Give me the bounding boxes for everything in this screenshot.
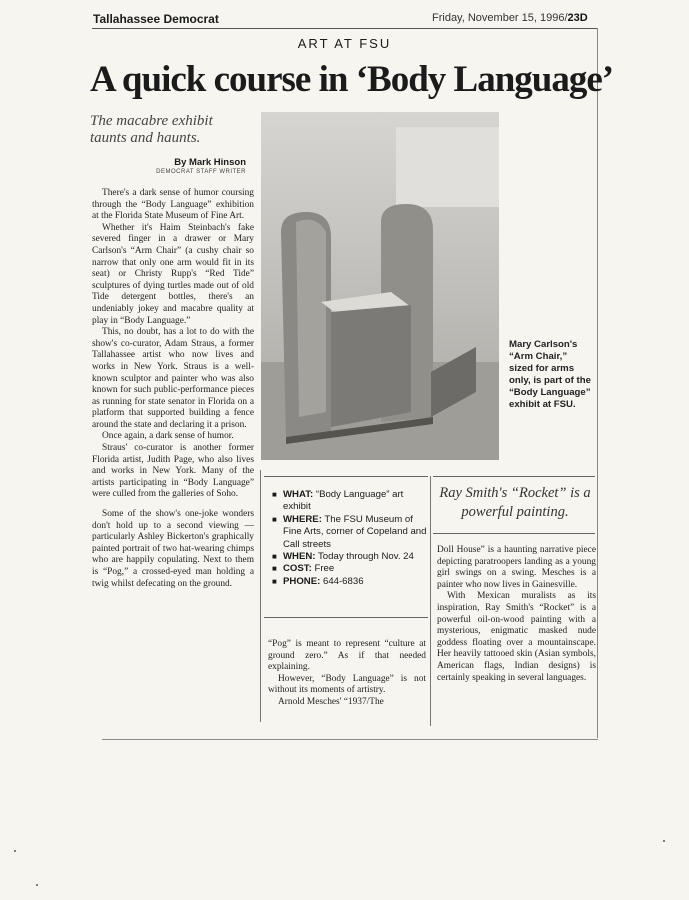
info-label: PHONE: <box>283 575 321 587</box>
byline-title: DEMOCRAT STAFF WRITER <box>156 169 246 175</box>
article-column-1 <box>92 188 254 590</box>
column-divider <box>430 476 431 726</box>
scan-speck <box>663 840 665 842</box>
paragraph: Some of the show's one-joke wonders don't hold up to a second viewing — particularly Ashley Bickerton's graphically painted portrait of two hat-wearing chimps who are happily copulating. Next to them is “Pog,” a crossed-eyed man holding a twig whilst defecating on the ground. <box>92 509 254 589</box>
article-column-3 <box>437 545 596 684</box>
info-box-top-rule <box>264 476 428 477</box>
article-column-2 <box>268 639 426 709</box>
info-box-bottom-rule <box>264 617 428 618</box>
headline: A quick course in ‘Body Language’ <box>90 59 614 100</box>
bullet-icon: ■ <box>272 576 277 586</box>
pull-quote-bottom-rule <box>433 533 595 534</box>
masthead-date-text: Friday, November 15, 1996/ <box>432 12 568 24</box>
deck: The macabre exhibit taunts and haunts. <box>90 113 213 146</box>
info-row-cost <box>272 563 427 575</box>
paragraph: However, “Body Language” is not without its moments of artistry. <box>268 673 426 696</box>
info-value: Today through Nov. 24 <box>318 551 414 563</box>
info-row-when <box>272 551 427 563</box>
photo-caption: Mary Carlson's “Arm Chair,” sized for arms only, is part of the “Body Language” exhibit at FSU. <box>509 339 591 410</box>
info-row-where <box>272 514 427 551</box>
paragraph: Whether it's Haim Steinbach's fake severed finger in a drawer or Mary Carlson's “Arm Chair” (a cushy chair so narrow that only one arm would fit in its seat) or Christy Rupp's “Red Tide” sculptures of dying turtles made out of old Tide detergent bottles, there's an undeniably jokey and macabre quality at play in “Body Language.” <box>92 222 254 326</box>
armchair-illustration <box>261 112 499 460</box>
paragraph: This, no doubt, has a lot to do with the show's co-curator, Adam Straus, a former Tallahassee artist who now lives and works in New York. Straus is a well-known sculptor and painter who was also known for such public-performance pieces as running for state senator in Florida on a platform that supported building a fence around the state and declaring it a prison. <box>92 327 254 430</box>
paragraph: There's a dark sense of humor coursing through the “Body Language” exhibition at the Florida State Museum of Fine Art. <box>92 188 254 222</box>
pull-quote: Ray Smith's “Rocket” is a powerful painting. <box>439 485 591 520</box>
scan-speck <box>36 884 38 886</box>
bullet-icon: ■ <box>272 552 277 562</box>
info-label: COST: <box>283 563 312 575</box>
info-value: 644-6836 <box>322 575 364 587</box>
info-value: “Body Language” art exhibit <box>283 489 404 513</box>
info-row-phone <box>272 576 427 588</box>
paragraph: Arnold Mesches' “1937/The <box>278 696 384 707</box>
info-label: WHERE: <box>283 513 322 525</box>
scan-speck <box>14 850 16 852</box>
paragraph: With Mexican muralists as its inspiration, Ray Smith's “Rocket” is a powerful oil-on-wood painting with a mysterious, enigmatic masked nude goddess floating over a mountainscape. Her heavily tattooed skin (Asian symbols, American flags, Indian designs) is certainly speaking in several languages. <box>437 591 596 683</box>
info-label: WHAT: <box>283 489 314 500</box>
masthead-rule <box>92 28 598 29</box>
info-value: Free <box>314 563 335 575</box>
section-kicker: ART AT FSU <box>297 36 392 51</box>
byline-name: By Mark Hinson <box>174 157 246 168</box>
bottom-rule <box>102 739 598 740</box>
right-border-rule <box>597 28 598 738</box>
paragraph: Doll House” is a haunting narrative piece depicting paratroopers landing as a young girl swings on a swing. Mesches is a painter who now lives in Gainesville. <box>437 545 596 590</box>
masthead-date <box>432 12 588 24</box>
column-divider <box>260 470 261 722</box>
info-row-what <box>272 489 427 514</box>
bullet-icon: ■ <box>272 490 277 499</box>
bullet-icon: ■ <box>272 514 277 524</box>
masthead-paper-name: Tallahassee Democrat <box>93 12 219 26</box>
masthead-page-number: 23D <box>567 12 588 24</box>
armchair-photo <box>261 112 499 460</box>
paragraph: Straus' co-curator is another former Florida artist, Judith Page, who also lives and works in New York. Many of the artists participating in “Body Language” were culled from the galleries of Soho. <box>92 443 254 500</box>
info-label: WHEN: <box>283 551 316 563</box>
paragraph: Once again, a dark sense of humor. <box>102 431 234 442</box>
paragraph: “Pog” is meant to represent “culture at ground zero.” As if that needed explaining. <box>268 639 426 673</box>
info-value: The FSU Museum of Fine Arts, corner of Copeland and Call streets <box>283 513 427 550</box>
bullet-icon: ■ <box>272 564 277 574</box>
info-box <box>272 489 427 588</box>
pull-quote-top-rule <box>433 476 595 477</box>
